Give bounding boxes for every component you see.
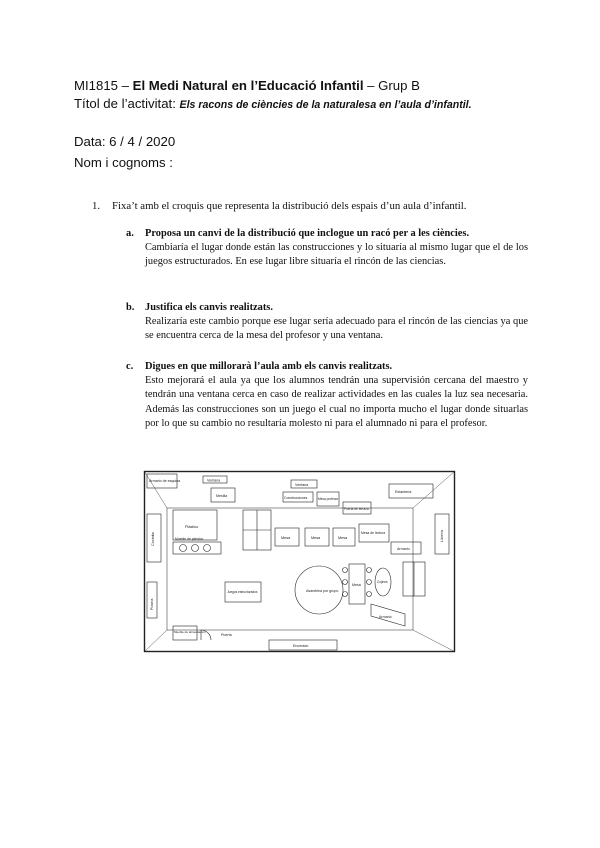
chair-1	[343, 568, 348, 573]
item-c	[126, 360, 528, 431]
mesa-profesor-label: Mesa profesor	[318, 497, 339, 501]
group-text: – Grup B	[363, 78, 420, 93]
question-text: Fixa’t amb el croquis que representa la distribució dels espais d’un aula d’infantil.	[112, 200, 467, 212]
mueble-plastico-label: Mueble de plástico	[175, 537, 204, 541]
puerta-label: Puerta	[221, 633, 232, 637]
question-1	[92, 200, 467, 212]
course-code: MI1815	[74, 78, 118, 93]
plastico-label: Plástico	[185, 525, 199, 529]
asamblea-label: Asamblea por grupo	[306, 589, 339, 593]
ventana-1-label: Ventana	[207, 478, 221, 483]
item-b-answer: Realizaría este cambio porque ese lugar sería adecuado para el rincón de las ciencias ya que se encuentra cerca de la mesa del profesor y una ventana.	[145, 316, 528, 342]
course-title-line	[74, 78, 420, 93]
activity-line	[74, 96, 472, 111]
question-number: 1.	[92, 200, 101, 212]
item-b	[126, 301, 528, 344]
armario-esquina-label: Armario de esquina	[149, 479, 181, 483]
mesa-lectura-label: Mesa de lectura	[361, 531, 386, 535]
chair-4	[367, 568, 372, 573]
mesa-1-label: Mesa	[281, 536, 291, 540]
ventana-2-label: Ventana	[295, 483, 309, 487]
perspective-line-tl	[145, 472, 168, 509]
perspective-line-br	[413, 630, 455, 652]
libreria-label: Librería	[440, 529, 444, 542]
sink-2	[192, 545, 199, 552]
date-line: Data: 6 / 4 / 2020	[74, 134, 176, 149]
item-a-letter: a.	[126, 228, 134, 239]
chair-5	[367, 580, 372, 585]
course-dash: –	[118, 78, 133, 93]
construcciones-label: Construcciones	[284, 496, 308, 500]
item-a	[126, 227, 528, 270]
cocinita-label: Cocinita	[151, 532, 155, 546]
perspective-line-bl	[145, 630, 168, 652]
juegos-label: Juegos estructurados	[227, 590, 258, 594]
sink-1	[180, 545, 187, 552]
puerta-terraza-label: Puerta de terraza	[344, 507, 369, 511]
item-a-label: Proposa un canvi de la distribució que inclogue un racó per a les ciències.	[145, 228, 470, 239]
pizarra-label: Pizarra	[150, 598, 154, 610]
mesilla-label: Mesilla	[216, 494, 228, 498]
item-b-label: Justifica els canvis realitzats.	[145, 302, 273, 313]
mesa-4-label: Mesa	[352, 583, 361, 587]
mesa-3-label: Mesa	[338, 536, 348, 540]
perspective-line-tr	[413, 472, 455, 509]
activity-title: Els racons de ciències de la naturalesa en l’aula d’infantil.	[179, 99, 472, 111]
mesa-2-label: Mesa	[311, 536, 321, 540]
estanteria-label: Estantería	[395, 490, 412, 494]
classroom-floorplan	[143, 470, 456, 653]
item-c-letter: c.	[126, 361, 134, 372]
item-b-letter: b.	[126, 302, 135, 313]
mueble-plastico-box	[173, 542, 221, 554]
sink-3	[204, 545, 211, 552]
cojines-label: Cojines	[377, 580, 388, 584]
chair-3	[343, 592, 348, 597]
armario-1-label: Armario	[397, 547, 410, 551]
course-name: El Medi Natural en l’Educació Infantil	[132, 78, 364, 93]
room-inner-floor	[167, 508, 413, 630]
item-a-answer: Cambiaría el lugar donde están las construcciones y lo situaría al mismo lugar que el de los juegos estructurados. En ese lugar libre situaría el rincón de las ciencias.	[145, 242, 528, 268]
mueble-alimentacion-label: Mueble de alimentación	[174, 630, 206, 634]
item-c-answer: Esto mejorará el aula ya que los alumnos tendrán una supervisión cercana del maestro y tendrán una ventana cerca en caso de realizar actividades en las cuales la luz sea necesaria. Además las construcciones son un juego el cual no importa mucho el lugar donde situarlas por lo que su cambio no resultaría molesto ni para el alumnado ni para el profesor.	[145, 375, 528, 429]
item-c-label: Digues en que millorarà l’aula amb els canvis realitzats.	[145, 361, 393, 372]
chair-2	[343, 580, 348, 585]
armario-2-label: Armario	[379, 615, 392, 619]
encerado-label: Encerado	[293, 644, 309, 648]
activity-label: Títol de l’activitat:	[74, 96, 180, 111]
chair-6	[367, 592, 372, 597]
name-line: Nom i cognoms :	[74, 155, 173, 170]
